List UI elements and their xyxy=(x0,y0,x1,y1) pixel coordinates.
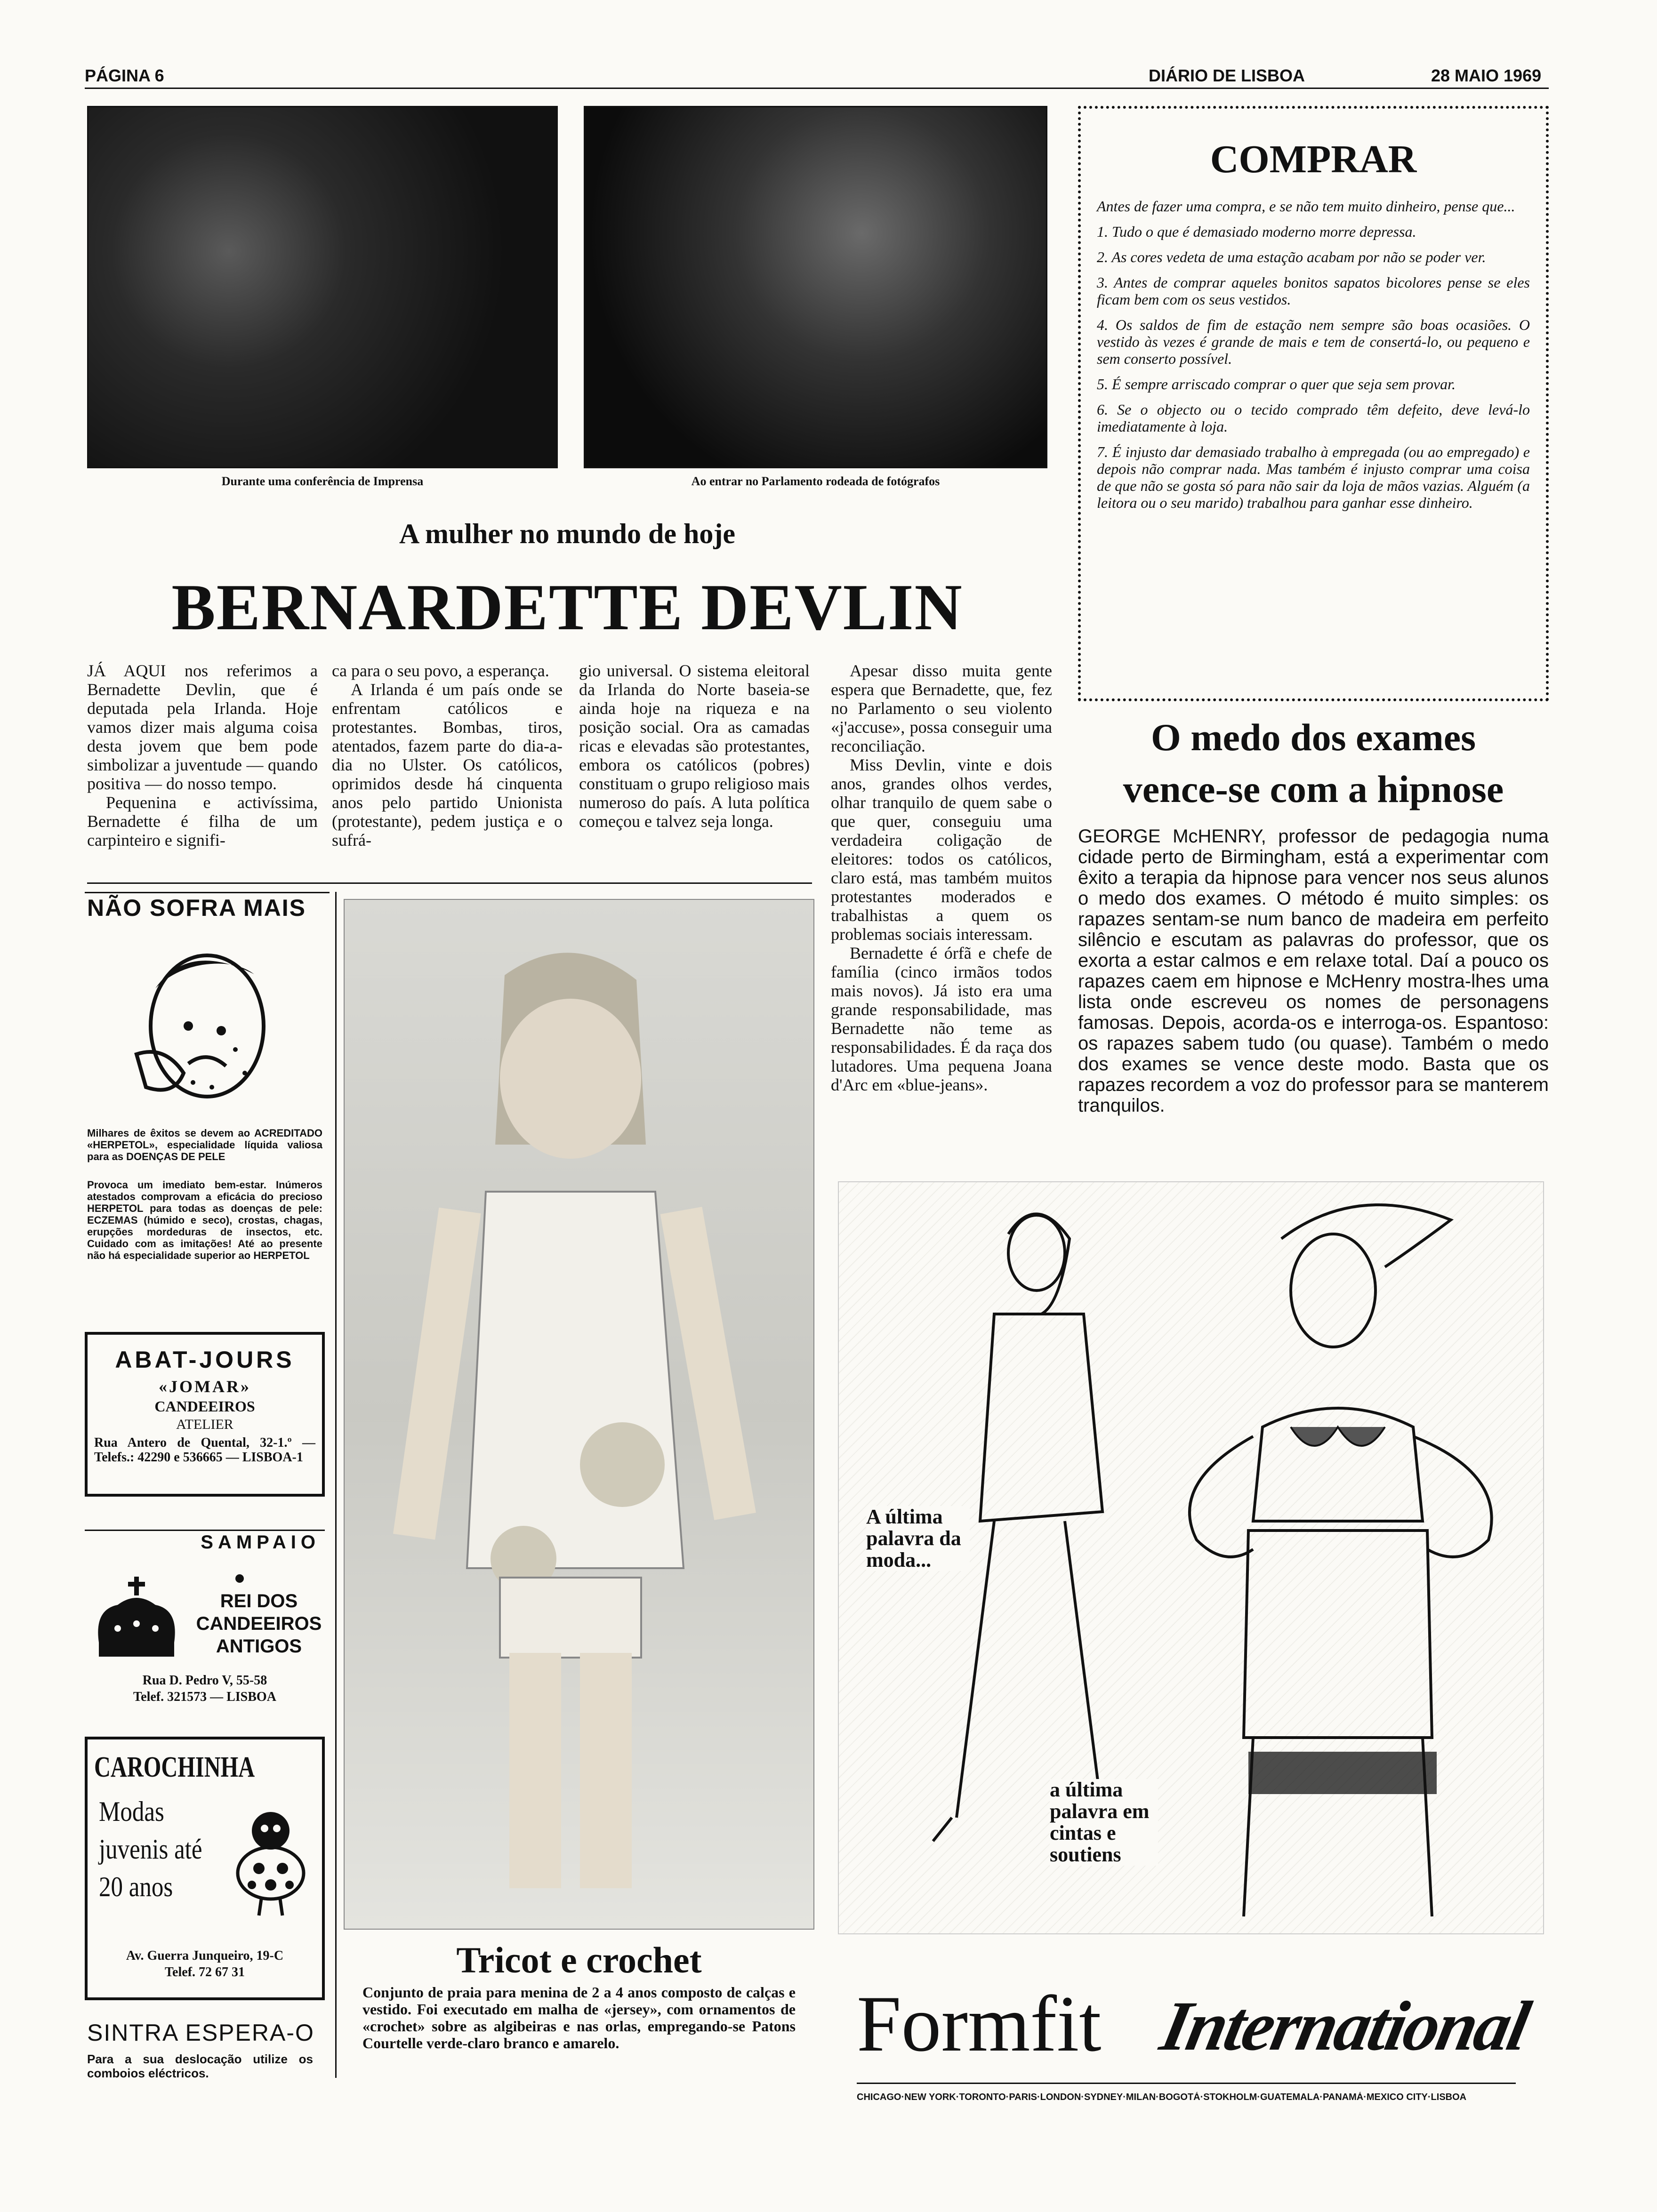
article-headline: BERNARDETTE DEVLIN xyxy=(171,571,963,644)
abat-jours-name: «JOMAR» xyxy=(159,1377,251,1396)
carochinha-line-1: Modas xyxy=(99,1796,164,1827)
sintra-text: Para a sua deslocação utilize os comboios eléctricos. xyxy=(87,2052,313,2080)
article-col1-p2: Pequenina e activíssima, Bernadette é filha de um carpinteiro e signifi- xyxy=(87,793,318,850)
comprar-item-6: 6. Se o objecto ou o tecido comprado têm defeito, deve levá-lo imediatamente à loja. xyxy=(1097,401,1530,435)
abat-jours-line-1: CANDEEIROS xyxy=(154,1398,255,1415)
hipnose-headline-2: vence-se com a hipnose xyxy=(1123,768,1504,810)
sintra-title: SINTRA ESPERA-O xyxy=(87,2020,314,2046)
sampaio-line-3: ANTIGOS xyxy=(216,1636,302,1657)
sampaio-line-1: REI DOS xyxy=(220,1591,298,1611)
comprar-item-5: 5. É sempre arriscado comprar o quer que seja sem provar. xyxy=(1097,376,1456,393)
comprar-intro: Antes de fazer uma compra, e se não tem muito dinheiro, pense que... xyxy=(1097,198,1515,215)
article-col4-p3: Bernadette é órfã e chefe de família (cinco irmãos todos mais novos). Já isto era uma grande responsabilidade, mas Bernadette não teme as responsabilidades. É da raça dos lutadores. Uma pequena Joana d'Arc em «blue-jeans». xyxy=(831,944,1052,1094)
article-column-2 xyxy=(332,661,563,850)
formfit-rule xyxy=(857,2083,1516,2084)
abat-jours-address: Rua Antero de Quental, 32-1.º — Telefs.: 42290 e 536665 — LISBOA-1 xyxy=(94,1435,315,1465)
formfit-tagline-1: A última palavra da moda... xyxy=(866,1506,970,1571)
carochinha-phone: Telef. 72 67 31 xyxy=(164,1965,245,1980)
child-knitwear-photo xyxy=(344,899,814,1930)
sampaio-phone: Telef. 321573 — LISBOA xyxy=(133,1690,276,1704)
tricot-left-rule xyxy=(335,892,337,2078)
newspaper-name: DIÁRIO DE LISBOA xyxy=(1149,66,1305,85)
hipnose-body: GEORGE McHENRY, professor de pedagogia numa cidade perto de Birmingham, está a experimentar com êxito a terapia da hipnose para vencer nos seus alunos o medo dos exames. O método é muito simples: os rapazes sentam-se num banco de madeira em perfeito silêncio e escutam as palavras do professor, que os exorta a estar calmos e em relaxe total. Daí a pouco os rapazes caem em hipnose e McHenry mostra-lhes uma lista onde escreveu os nomes de personagens famosas. Depois, acorda-os e interroga-os. Espantoso: os rapazes sabem tudo (ou quase). Também o medo dos exames se vence deste modo. Basta que os rapazes recordem a voz do professor para se manterem tranquilos. xyxy=(1078,826,1549,1116)
sad-face-illustration xyxy=(118,932,287,1120)
tricot-text: Conjunto de praia para menina de 2 a 4 anos composto de calças e vestido. Foi executado em malha de «jersey», com ornamentos de «crochet» sobre as algibeiras e nas orlas, empregando-se Patons Courtelle verde-claro branco e amarelo. xyxy=(362,1984,796,2052)
tricot-title: Tricot e crochet xyxy=(456,1940,702,1980)
article-col2-p2: A Irlanda é um país onde se enfrentam católicos e protestantes. Bombas, tiros, atentados, fazem parte do dia-a-dia no Ulster. Os católicos, oprimidos desde há cinquenta anos pelo partido Unionista (protestante), pedem justiça e o sufrá- xyxy=(332,680,563,850)
comprar-item-1: 1. Tudo o que é demasiado moderno morre depressa. xyxy=(1097,223,1416,240)
article-col4-p2: Miss Devlin, vinte e dois anos, grandes olhos verdes, olhar tranquilo de quem sabe o que quer, conseguiu uma verdadeira coligação de eleitores: todos os católicos, claro está, mas também muitos protestantes moderados e trabalhistas a quem os problemas sociais interessam. xyxy=(831,755,1052,944)
article-kicker: A mulher no mundo de hoje xyxy=(399,518,736,549)
page-number: PÁGINA 6 xyxy=(85,66,164,85)
formfit-cities: CHICAGO·NEW YORK·TORONTO·PARIS·LONDON·SYDNEY·MILAN·BOGOTÁ·STOKHOLM·GUATEMALA·PANAMÁ·MEXICO CITY·LISBOA xyxy=(857,2092,1467,2102)
herpetol-text-2: Provoca um imediato bem-estar. Inúmeros atestados comprovam a eficácia do precioso HERPETOL para todas as doenças de pele: ECZEMAS (húmido e seco), crostas, chagas, erupções mordeduras de insectos, etc. Cuidado com as imitações! Até ao presente não há especialidade superior ao HERPETOL xyxy=(87,1179,322,1261)
sampaio-dot xyxy=(235,1574,244,1583)
comprar-item-2: 2. As cores vedeta de uma estação acabam por não se poder ver. xyxy=(1097,248,1486,265)
comprar-list xyxy=(1097,198,1530,520)
formfit-brand: Formfit xyxy=(857,1980,1102,2068)
abat-jours-title: ABAT-JOURS xyxy=(115,1346,295,1373)
comprar-item-4: 4. Os saldos de fim de estação nem sempre são boas ocasiões. O vestido às vezes é grande de mais e tem de consertá-lo, ou pequeno e sem conserto possível. xyxy=(1097,316,1530,367)
abat-jours-line-2: ATELIER xyxy=(176,1417,233,1432)
carochinha-line-3: 20 anos xyxy=(99,1871,173,1902)
hipnose-headline-1: O medo dos exames xyxy=(1150,716,1476,759)
formfit-brand-script: International xyxy=(1154,1987,1535,2065)
article-col4-p1: Apesar disso muita gente espera que Bernadette, que, fez no Parlamento o seu violento «j'accuse», possa conseguir uma reconciliação. xyxy=(831,661,1052,755)
carochinha-title: CAROCHINHA xyxy=(94,1751,255,1783)
carochinha-line-2: juvenis até xyxy=(99,1834,202,1865)
sampaio-title: SAMPAIO xyxy=(201,1532,320,1553)
article-col3-p1: gio universal. O sistema eleitoral da Irlanda do Norte baseia-se ainda hoje na riqueza e na posição social. Ora as camadas ricas e elevadas são protestantes, embora os católicos (pobres) constituam o grupo religioso mais numeroso do país. A luta política começou e talvez seja longa. xyxy=(579,661,810,831)
carochinha-address: Av. Guerra Junqueiro, 19-C xyxy=(126,1948,284,1963)
child-figure xyxy=(345,900,813,1929)
article-column-4 xyxy=(831,661,1052,1094)
press-conference-caption: Durante uma conferência de Imprensa xyxy=(221,474,424,488)
sampaio-address: Rua D. Pedro V, 55-58 xyxy=(142,1673,267,1688)
article-bottom-rule xyxy=(87,882,812,884)
article-column-1 xyxy=(87,661,318,850)
sampaio-line-2: CANDEEIROS xyxy=(196,1613,322,1634)
crown-icon xyxy=(85,1572,188,1666)
parliament-caption: Ao entrar no Parlamento rodeada de fotógrafos xyxy=(691,474,940,488)
press-conference-photo xyxy=(87,106,558,468)
ladybug-girl-illustration xyxy=(231,1803,311,1920)
article-col1-p1: JÁ AQUI nos referimos a Bernadette Devlin, que é deputada pela Irlanda. Hoje vamos dizer mais alguma coisa desta jovem que bem pode simbolizar a juventude — quando positiva — do nosso tempo. xyxy=(87,661,318,793)
comprar-item-3: 3. Antes de comprar aqueles bonitos sapatos bicolores pense se eles ficam bem com os seus vestidos. xyxy=(1097,274,1530,308)
article-col2-p1: ca para o seu povo, a esperança. xyxy=(332,661,549,680)
herpetol-title: NÃO SOFRA MAIS xyxy=(87,895,306,921)
comprar-title: COMPRAR xyxy=(1210,137,1417,181)
article-column-3 xyxy=(579,661,810,831)
herpetol-text-1: Milhares de êxitos se devem ao ACREDITADO «HERPETOL», especialidade líquida valiosa para as DOENÇAS DE PELE xyxy=(87,1127,322,1162)
header-rule xyxy=(85,88,1549,89)
comprar-item-7: 7. É injusto dar demasiado trabalho à empregada (ou ao empregado) e depois não comprar nada. Mas também é injusto comprar uma coisa de que não se gosta só para não sair da loja de mãos vazias. Alguém (a leitora ou o seu marido) trabalhou para ganhar esse dinheiro. xyxy=(1097,443,1530,511)
formfit-tagline-2: a última palavra em cintas e soutiens xyxy=(1050,1779,1158,1866)
parliament-photo xyxy=(584,106,1047,468)
herpetol-top-rule xyxy=(85,892,330,893)
sampaio-top-rule xyxy=(85,1530,325,1531)
issue-date: 28 MAIO 1969 xyxy=(1431,66,1542,85)
